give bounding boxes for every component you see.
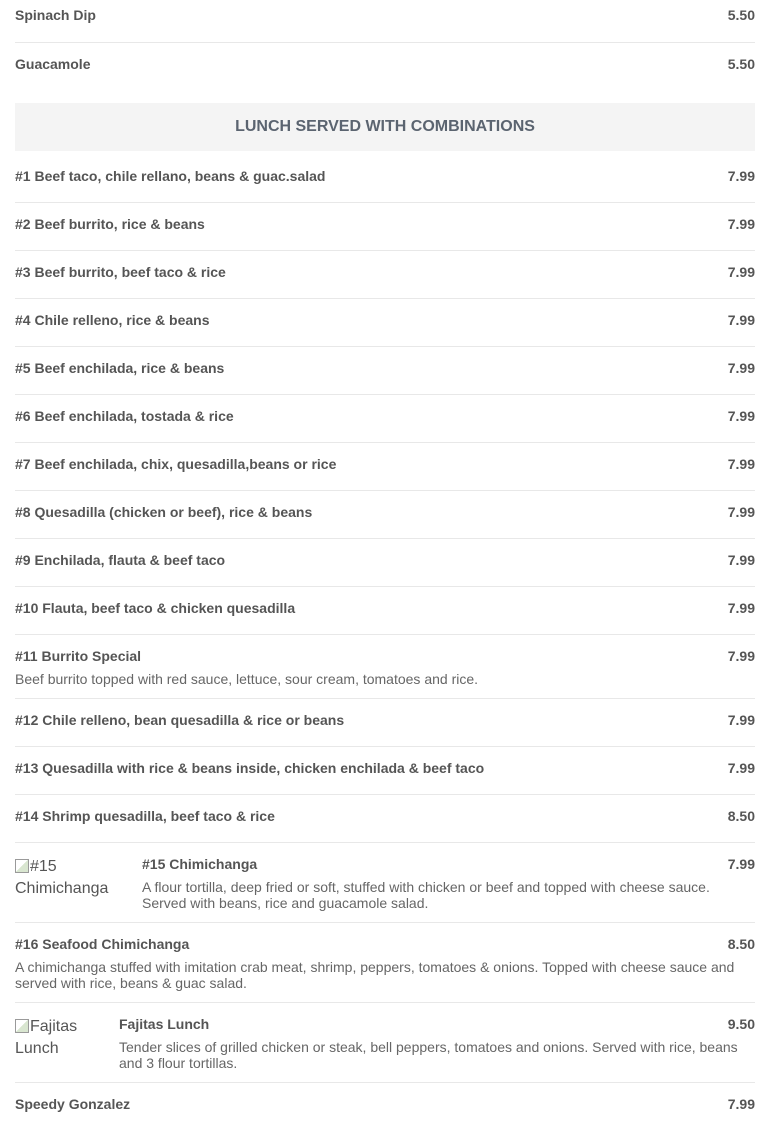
item-name: #11 Burrito Special [15, 648, 142, 664]
item-price: 7.99 [727, 312, 755, 328]
item-price: 7.99 [727, 168, 755, 184]
section-title: LUNCH SERVED WITH COMBINATIONS [235, 118, 535, 135]
item-price: 7.99 [727, 360, 755, 376]
menu-item[interactable] [15, 443, 755, 491]
item-name: #14 Shrimp quesadilla, beef taco & rice [15, 808, 275, 824]
item-description: Beef burrito topped with red sauce, lettuce, sour cream, tomatoes and rice. [15, 671, 479, 687]
image-alt-text: #15 Chimichanga [15, 858, 109, 897]
item-name: Speedy Gonzalez [15, 1096, 131, 1112]
item-name: #2 Beef burrito, rice & beans [15, 216, 205, 232]
item-price: 7.99 [727, 552, 755, 568]
item-name: #1 Beef taco, chile rellano, beans & guac.salad [15, 168, 326, 184]
item-price: 7.99 [727, 456, 755, 472]
menu-item[interactable] [15, 923, 755, 1003]
menu-item[interactable] [15, 539, 755, 587]
menu-item[interactable] [15, 203, 755, 251]
item-name: Fajitas Lunch [119, 1016, 210, 1032]
menu-item[interactable] [15, 1003, 755, 1083]
item-name: Guacamole [15, 56, 91, 72]
item-price: 7.99 [727, 856, 755, 872]
broken-image-icon [15, 1019, 29, 1033]
item-price: 9.50 [727, 1016, 755, 1032]
item-name: #12 Chile relleno, bean quesadilla & rice or beans [15, 712, 345, 728]
menu-item[interactable] [15, 0, 755, 43]
menu-item[interactable] [15, 151, 755, 203]
item-price: 8.50 [727, 808, 755, 824]
menu-item[interactable] [15, 491, 755, 539]
menu-item[interactable] [15, 587, 755, 635]
item-description: A flour tortilla, deep fried or soft, stuffed with chicken or beef and topped with cheese sauce. Served with beans, rice and guacamole salad. [142, 879, 710, 911]
item-price: 5.50 [727, 56, 755, 72]
menu-item[interactable] [15, 795, 755, 843]
item-name: #4 Chile relleno, rice & beans [15, 312, 210, 328]
item-name: #9 Enchilada, flauta & beef taco [15, 552, 226, 568]
item-price: 7.99 [727, 264, 755, 280]
menu-item[interactable] [15, 43, 755, 94]
item-price: 7.99 [727, 408, 755, 424]
broken-image-icon [15, 859, 29, 873]
menu-item[interactable] [15, 395, 755, 443]
item-name: #8 Quesadilla (chicken or beef), rice & beans [15, 504, 313, 520]
menu-item[interactable] [15, 747, 755, 795]
item-price: 7.99 [727, 216, 755, 232]
item-name: #3 Beef burrito, beef taco & rice [15, 264, 226, 280]
item-image [15, 1016, 119, 1082]
menu-item[interactable] [15, 251, 755, 299]
image-alt-text: Fajitas Lunch [15, 1018, 78, 1057]
menu-item[interactable] [15, 699, 755, 747]
item-price: 7.99 [727, 712, 755, 728]
item-name: #6 Beef enchilada, tostada & rice [15, 408, 234, 424]
item-price: 7.99 [727, 504, 755, 520]
menu-item[interactable] [15, 347, 755, 395]
item-description: A chimichanga stuffed with imitation crab meat, shrimp, peppers, tomatoes & onions. Topped with cheese sauce and served with rice, beans & guac salad. [15, 959, 735, 991]
menu-list [15, 0, 755, 1123]
item-body [119, 1016, 755, 1082]
item-name: #7 Beef enchilada, chix, quesadilla,beans or rice [15, 456, 337, 472]
item-name: #10 Flauta, beef taco & chicken quesadilla [15, 600, 296, 616]
menu-item[interactable] [15, 843, 755, 923]
item-price: 8.50 [727, 936, 755, 952]
item-name: #5 Beef enchilada, rice & beans [15, 360, 225, 376]
item-price: 7.99 [727, 648, 755, 664]
item-price: 7.99 [727, 760, 755, 776]
item-name: #13 Quesadilla with rice & beans inside, chicken enchilada & beef taco [15, 760, 485, 776]
menu-item[interactable] [15, 635, 755, 699]
menu-item[interactable] [15, 299, 755, 347]
item-image [15, 856, 142, 922]
menu-item[interactable] [15, 1083, 755, 1123]
item-price: 7.99 [727, 1096, 755, 1112]
item-body [142, 856, 755, 922]
item-name: #16 Seafood Chimichanga [15, 936, 190, 952]
item-name: Spinach Dip [15, 7, 96, 23]
item-description: Tender slices of grilled chicken or steak, bell peppers, tomatoes and onions. Served with rice, beans and 3 flour tortillas. [119, 1039, 738, 1071]
item-name: #15 Chimichanga [142, 856, 258, 872]
item-price: 7.99 [727, 600, 755, 616]
item-price: 5.50 [727, 7, 755, 23]
section-header [15, 103, 755, 151]
